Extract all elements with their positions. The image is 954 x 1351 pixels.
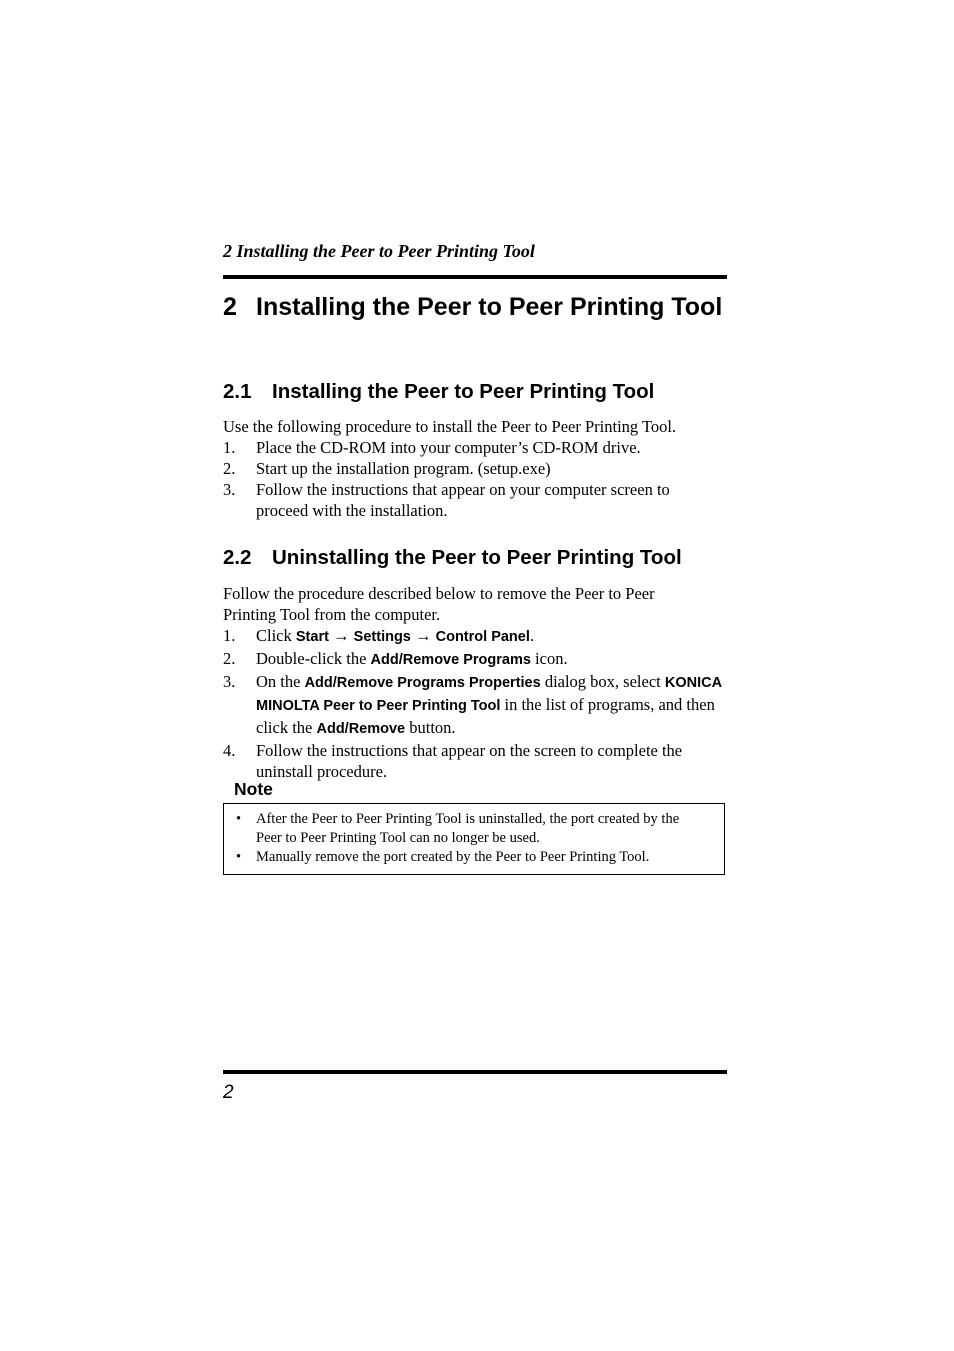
list-item bbox=[223, 458, 723, 479]
section-title-2-1 bbox=[223, 380, 654, 404]
step-text bbox=[256, 648, 723, 671]
step-number: 1. bbox=[223, 626, 236, 645]
ui-label-add-remove-button: Add/Remove bbox=[316, 721, 406, 737]
chapter-number: 2 bbox=[223, 293, 237, 321]
step-text bbox=[256, 625, 723, 648]
step-text-part: On the bbox=[256, 672, 305, 691]
list-item bbox=[236, 848, 706, 867]
list-item bbox=[223, 740, 723, 782]
step-text: Follow the instructions that appear on the screen to complete the uninstall procedure. bbox=[256, 741, 683, 781]
step-text bbox=[256, 671, 723, 740]
note-list bbox=[236, 810, 706, 867]
ui-label-program-name: KONICA MINOLTA Peer to Peer Printing Tool bbox=[256, 675, 722, 714]
step-text-part: dialog box, select bbox=[540, 672, 665, 691]
list-item bbox=[223, 437, 723, 458]
uninstall-steps bbox=[223, 625, 723, 782]
install-steps bbox=[223, 437, 723, 521]
section-title-text: Installing the Peer to Peer Printing Tool bbox=[272, 380, 655, 403]
step-number: 3. bbox=[223, 480, 236, 499]
step-text-part: . bbox=[529, 626, 535, 645]
section-title-text: Uninstalling the Peer to Peer Printing Tool bbox=[272, 546, 682, 569]
step-text-part: in the list of programs, and then click the bbox=[256, 695, 715, 737]
arrow: → bbox=[328, 626, 354, 645]
step-text-part: Double-click the bbox=[256, 649, 371, 668]
note-text: After the Peer to Peer Printing Tool is uninstalled, the port created by the Peer to Peer Printing Tool can no longer be used. bbox=[256, 811, 680, 846]
running-head: 2 Installing the Peer to Peer Printing Tool bbox=[223, 241, 535, 261]
bullet: • bbox=[236, 811, 242, 827]
footer-rule bbox=[223, 1070, 727, 1074]
page-number: 2 bbox=[223, 1082, 234, 1103]
ui-label-settings: Settings bbox=[353, 629, 411, 645]
arrow: → bbox=[410, 626, 436, 645]
step-number: 1. bbox=[223, 438, 236, 457]
bullet: • bbox=[236, 849, 242, 865]
ui-label-properties-dialog: Add/Remove Programs Properties bbox=[304, 675, 541, 691]
section-2-1-intro: Use the following procedure to install the Peer to Peer Printing Tool. bbox=[223, 417, 677, 436]
step-text-part: button. bbox=[405, 718, 456, 737]
step-text: Place the CD-ROM into your computer’s CD-ROM drive. bbox=[256, 438, 641, 457]
step-number: 4. bbox=[223, 741, 236, 760]
list-item bbox=[236, 810, 706, 848]
list-item bbox=[223, 671, 723, 740]
section-number: 2.1 bbox=[223, 380, 252, 403]
step-text: Start up the installation program. (setup.exe) bbox=[256, 459, 551, 478]
list-item bbox=[223, 625, 723, 648]
step-text-part: icon. bbox=[530, 649, 568, 668]
ui-label-start: Start bbox=[295, 629, 329, 645]
chapter-title bbox=[223, 293, 723, 322]
header-rule bbox=[223, 275, 727, 279]
step-text-part: Click bbox=[256, 626, 296, 645]
list-item bbox=[223, 479, 723, 521]
step-text: Follow the instructions that appear on your computer screen to proceed with the installation. bbox=[256, 480, 670, 520]
ui-label-add-remove-programs: Add/Remove Programs bbox=[370, 652, 531, 668]
note-text: Manually remove the port created by the Peer to Peer Printing Tool. bbox=[256, 849, 650, 865]
section-2-2-intro: Follow the procedure described below to remove the Peer to Peer Printing Tool from the computer. bbox=[223, 584, 655, 624]
note-box bbox=[223, 803, 725, 875]
list-item bbox=[223, 648, 723, 671]
step-number: 2. bbox=[223, 649, 236, 668]
ui-label-control-panel: Control Panel bbox=[435, 629, 530, 645]
section-number: 2.2 bbox=[223, 546, 252, 569]
chapter-title-text: Installing the Peer to Peer Printing Tool bbox=[256, 293, 723, 321]
step-number: 2. bbox=[223, 459, 236, 478]
note-label: Note bbox=[234, 779, 273, 799]
step-number: 3. bbox=[223, 672, 236, 691]
section-title-2-2 bbox=[223, 546, 682, 570]
